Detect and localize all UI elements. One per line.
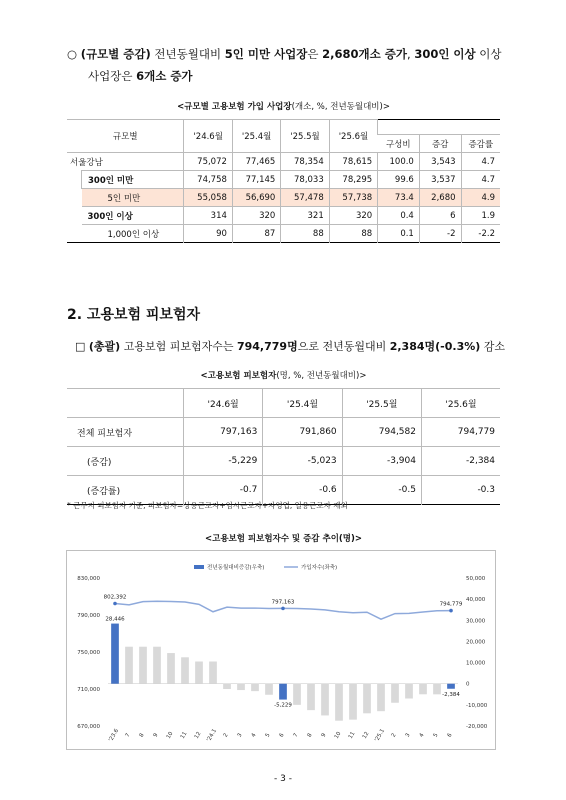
row-label: 전체 피보험자 — [67, 418, 184, 447]
table1-caption — [67, 100, 500, 112]
cell: 4.7 — [461, 171, 500, 189]
right-tick-label: 50,000 — [466, 576, 486, 582]
x-tick-label: 7 — [124, 732, 132, 739]
x-tick-label: 10 — [165, 730, 175, 741]
cell: 3,537 — [419, 171, 461, 189]
bar — [153, 647, 161, 684]
intro-trailing: 이상 — [475, 47, 502, 61]
data-label: 802,392 — [103, 594, 127, 601]
left-tick-label: 790,000 — [77, 613, 100, 619]
x-tick-label: 2 — [390, 732, 398, 739]
cell: 4.9 — [461, 189, 500, 207]
cell: 321 — [281, 207, 329, 225]
cell: 791,860 — [263, 418, 342, 447]
header-cell: '25.4월 — [263, 389, 342, 418]
x-tick-label: 4 — [250, 732, 258, 739]
header-cell: 증감률 — [461, 135, 500, 153]
insured-trend-chart — [66, 550, 496, 750]
cell: 314 — [184, 207, 232, 225]
summary-line — [75, 339, 505, 355]
bar — [335, 684, 343, 721]
cell: -3,904 — [342, 447, 421, 476]
cell: 78,615 — [329, 153, 377, 171]
table-header-row — [67, 389, 500, 418]
x-tick-label: 12 — [361, 730, 371, 741]
table-row — [67, 207, 500, 225]
cell: -0.7 — [184, 476, 263, 505]
cell: 6 — [419, 207, 461, 225]
bar — [251, 684, 259, 691]
intro-bold-2: 2,680개소 증가 — [322, 47, 407, 61]
legend-label-line: 가입자수(좌축) — [301, 565, 338, 571]
right-tick-label: -10,000 — [466, 702, 488, 709]
line-marker — [281, 607, 285, 611]
bar — [223, 684, 231, 689]
intro-text-2: 은 — [307, 47, 323, 61]
intro-line-2 — [88, 68, 193, 84]
data-label: 28,446 — [105, 616, 125, 623]
bar — [321, 684, 329, 716]
bar — [433, 684, 441, 695]
table-row — [67, 153, 500, 171]
cell: 55,058 — [184, 189, 232, 207]
table1-caption-unit: (개소, %, 전년동월대비)> — [291, 102, 390, 112]
table-row-highlight — [67, 189, 500, 207]
bar — [307, 684, 315, 710]
bar — [419, 684, 427, 695]
summary-tag: (총괄) — [88, 340, 121, 353]
cell: 77,465 — [232, 153, 280, 171]
header-spacer — [378, 120, 500, 135]
x-tick-label: 3 — [404, 732, 412, 739]
x-tick-label: 3 — [236, 732, 244, 739]
intro-bold-3: 300인 이상 — [414, 47, 476, 61]
header-cell: '25.6월 — [421, 389, 500, 418]
header-cell: '25.5월 — [281, 120, 329, 153]
left-tick-label: 830,000 — [77, 576, 100, 582]
cell: 78,033 — [281, 171, 329, 189]
cell: 57,478 — [281, 189, 329, 207]
x-tick-label: 6 — [446, 732, 454, 739]
cell: 794,582 — [342, 418, 421, 447]
x-tick-label: 5 — [432, 732, 440, 739]
right-tick-label: 10,000 — [466, 660, 486, 667]
cell: -0.3 — [421, 476, 500, 505]
row-label: 서울강남 — [67, 153, 184, 171]
summary-bold-2: 2,384명(-0.3%) — [389, 340, 481, 353]
circle-bullet: ○ — [67, 47, 78, 61]
row-label: (증감) — [67, 447, 184, 476]
table2-caption-bold: <고용보험 피보험자 — [200, 371, 277, 381]
intro-text-3: , — [407, 47, 415, 61]
cell: 100.0 — [378, 153, 420, 171]
header-cell: '25.5월 — [342, 389, 421, 418]
header-cell: 증감 — [419, 135, 461, 153]
page-number: - 3 - — [274, 774, 292, 784]
row-label: 300인 미만 — [82, 171, 184, 189]
bar — [279, 684, 287, 700]
cell: -0.6 — [263, 476, 342, 505]
right-tick-label: 20,000 — [466, 639, 486, 646]
cell: 88 — [329, 225, 377, 243]
right-tick-label: 40,000 — [466, 597, 486, 604]
cell: 99.6 — [378, 171, 420, 189]
cell: -2,384 — [421, 447, 500, 476]
section-title: 2. 고용보험 피보험자 — [67, 307, 200, 323]
cell: 0.4 — [378, 207, 420, 225]
cell: -5,229 — [184, 447, 263, 476]
intro-tag: (규모별 증감) — [80, 47, 151, 61]
table2-caption — [67, 369, 500, 381]
bar — [111, 624, 119, 684]
bar — [181, 657, 189, 683]
cell: 78,295 — [329, 171, 377, 189]
summary-text: 고용보험 피보험자수는 — [120, 340, 237, 353]
indent-cell — [67, 171, 82, 243]
cell: 3,543 — [419, 153, 461, 171]
cell: 2,680 — [419, 189, 461, 207]
x-tick-label: 10 — [333, 730, 343, 741]
header-cell: 구성비 — [378, 135, 420, 153]
table2-caption-unit: (명, %, 전년동월대비)> — [276, 371, 367, 381]
row-label: (증감률) — [67, 476, 184, 505]
cell: 73.4 — [378, 189, 420, 207]
row-label: 5인 미만 — [82, 189, 184, 207]
header-cell: 규모별 — [67, 120, 184, 153]
summary-text-2: 으로 전년동월대비 — [297, 340, 390, 353]
data-label: -2,384 — [442, 691, 460, 698]
cell: -0.5 — [342, 476, 421, 505]
intro-line2-text-2: 은 — [121, 69, 137, 83]
row-label: 300인 이상 — [82, 207, 184, 225]
bar — [265, 684, 273, 695]
bar — [167, 653, 175, 684]
x-tick-label: 9 — [152, 732, 160, 739]
x-tick-label: 11 — [347, 730, 357, 741]
x-tick-label: 8 — [306, 732, 314, 739]
cell: 77,145 — [232, 171, 280, 189]
data-label: 794,779 — [439, 601, 463, 608]
intro-line2-bold: 6개소 증가 — [136, 69, 193, 83]
intro-line-1 — [67, 46, 502, 62]
bar — [377, 684, 385, 711]
x-tick-label: 5 — [264, 732, 272, 739]
data-label: -5,229 — [274, 702, 292, 709]
cell: 794,779 — [421, 418, 500, 447]
table-row — [67, 418, 500, 447]
bar — [209, 662, 217, 684]
data-label: 797,163 — [271, 599, 295, 606]
summary-text-3: 감소 — [480, 340, 506, 353]
chart-caption: <고용보험 피보험자수 및 증감 추이(명)> — [204, 534, 363, 544]
left-tick-label: 750,000 — [77, 650, 100, 656]
cell: 797,163 — [184, 418, 263, 447]
x-tick-label: '23.6 — [108, 728, 121, 743]
left-tick-label: 710,000 — [77, 687, 100, 693]
cell: 1.9 — [461, 207, 500, 225]
bar — [405, 684, 413, 699]
insured-table — [67, 388, 500, 505]
bar — [349, 684, 357, 720]
x-tick-label: 6 — [278, 732, 286, 739]
legend-label-bar: 전년동월대비증감(우축) — [207, 565, 265, 571]
cell: 88 — [281, 225, 329, 243]
bar — [139, 647, 147, 684]
table-footnote: * 근무지 피보험자 기준, 피보험자=상용근로자+임시근로자+자영업, 일용근로자 제외 — [67, 501, 348, 510]
bar — [447, 684, 455, 689]
bar — [363, 684, 371, 714]
header-cell: '25.6월 — [329, 120, 377, 153]
x-tick-label: 4 — [418, 732, 426, 739]
cell: 320 — [329, 207, 377, 225]
cell: -2 — [419, 225, 461, 243]
x-tick-label: 12 — [193, 730, 203, 741]
legend-bar-swatch — [194, 565, 204, 569]
left-tick-label: 670,000 — [77, 724, 100, 730]
cell: 90 — [184, 225, 232, 243]
cell: 74,758 — [184, 171, 232, 189]
line-marker — [449, 609, 453, 613]
cell: 320 — [232, 207, 280, 225]
chart-svg — [66, 550, 496, 750]
bar — [237, 684, 245, 690]
header-cell: '24.6월 — [184, 120, 232, 153]
row-label: 1,000인 이상 — [82, 225, 184, 243]
cell: 57,738 — [329, 189, 377, 207]
header-cell: '24.6월 — [184, 389, 263, 418]
bar — [195, 662, 203, 684]
x-tick-label: 7 — [292, 732, 300, 739]
header-cell — [67, 389, 184, 418]
table-header-row — [67, 120, 500, 135]
bar — [293, 684, 301, 705]
intro-bold-1: 5인 미만 사업장 — [224, 47, 308, 61]
cell: -5,023 — [263, 447, 342, 476]
intro-text: 전년동월대비 — [150, 47, 225, 61]
x-tick-label: '25.1 — [374, 728, 387, 743]
x-tick-label: '24.1 — [206, 728, 219, 743]
x-tick-label: 8 — [138, 732, 146, 739]
table-row — [67, 171, 500, 189]
x-tick-label: 11 — [179, 730, 189, 741]
cell: 4.7 — [461, 153, 500, 171]
table-row — [67, 447, 500, 476]
right-tick-label: 0 — [466, 681, 470, 688]
right-tick-label: 30,000 — [466, 618, 486, 625]
x-tick-label: 9 — [320, 732, 328, 739]
cell: 87 — [232, 225, 280, 243]
bar — [391, 684, 399, 703]
x-tick-label: 2 — [222, 732, 230, 739]
line-marker — [113, 602, 117, 606]
table-row — [67, 225, 500, 243]
bar — [125, 647, 133, 684]
table1-caption-bold: <규모별 고용보험 가입 사업장 — [177, 102, 292, 112]
cell: 75,072 — [184, 153, 232, 171]
square-bullet: □ — [75, 340, 86, 353]
cell: 78,354 — [281, 153, 329, 171]
establishments-table — [67, 119, 500, 243]
summary-bold-1: 794,779명 — [236, 340, 298, 353]
right-tick-label: -20,000 — [466, 724, 488, 730]
cell: 56,690 — [232, 189, 280, 207]
header-cell: '25.4월 — [232, 120, 280, 153]
cell: 0.1 — [378, 225, 420, 243]
cell: -2.2 — [461, 225, 500, 243]
intro-line2-text: 사업장 — [88, 69, 122, 83]
